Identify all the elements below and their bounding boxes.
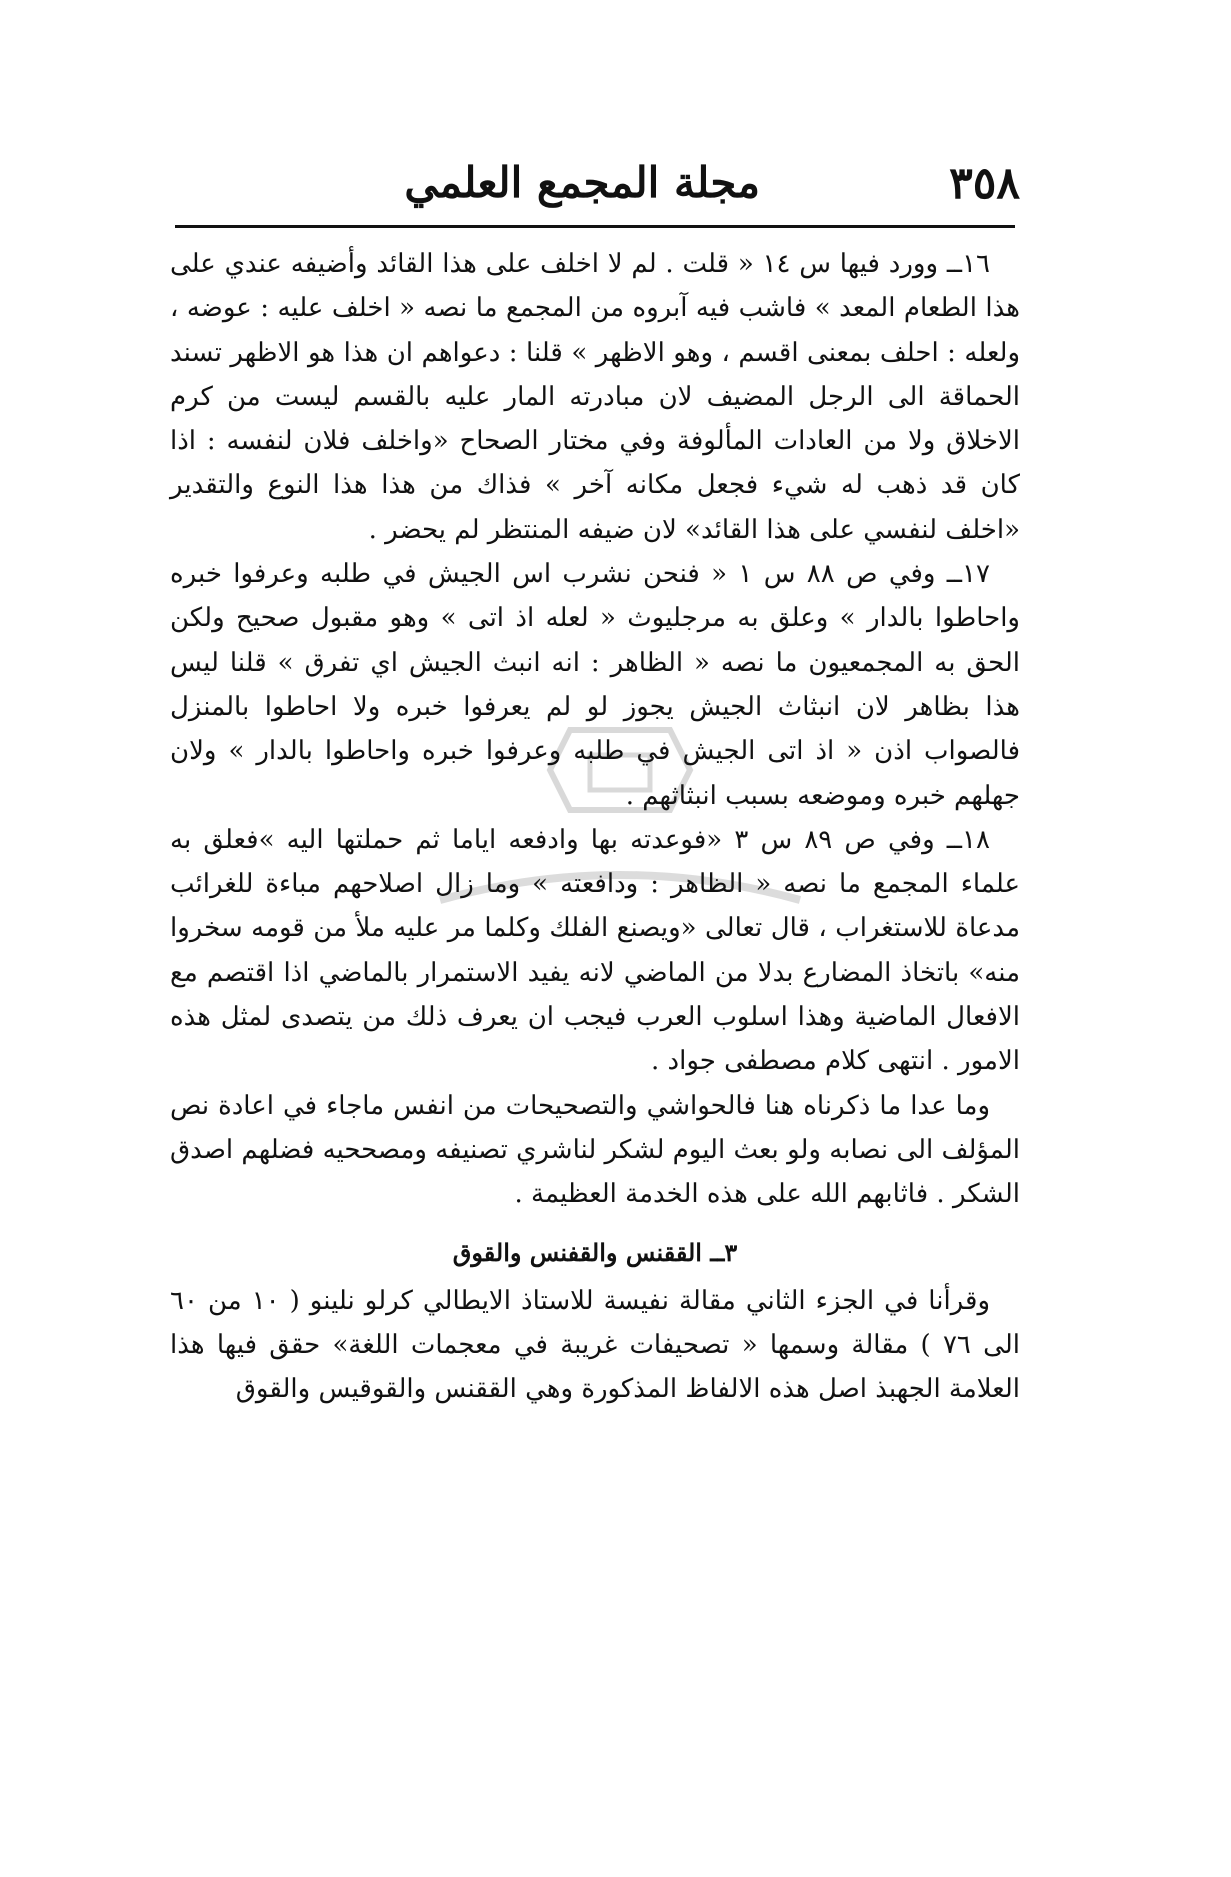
article-body (170, 242, 1020, 1411)
paragraph-17: ١٧ــ وفي ص ٨٨ س ١ « فنحن نشرب اس الجيش في طلبه وعرفوا خبره واحاطوا بالدار » وعلق به مرجليوث « لعله اذ اتى » وهو مقبول صحيح ولكن الحق به المجمعيون ما نصه « الظاهر : انه انبث الجيش اي تفرق » قلنا ليس هذا بظاهر لان انبثاث الجيش يجوز لو لم يعرفوا خبره ولا احاطوا بالمنزل فالصواب اذن « اذ اتى الجيش في طلبه وعرفوا خبره واحاطوا بالدار » ولان جهلهم خبره وموضعه بسبب انبثاثهم . (170, 559, 1020, 811)
paragraph-18: ١٨ــ وفي ص ٨٩ س ٣ «فوعدته بها وادفعه اياما ثم حملتها اليه »فعلق به علماء المجمع ما نصه « الظاهر : ودافعته » وما زال اصلاحهم مباءة للغرائب مدعاة للاستغراب ، قال تعالى «ويصنع الفلك وكلما مر عليه ملأ من قومه سخروا منه» باتخاذ المضارع بدلا من الماضي لانه يفيد الاستمرار بالماضي اذا اقتصم مع الافعال الماضية وهذا اسلوب العرب فيجب ان يعرف ذلك من يتصدى لمثل هذه الامور . انتهى كلام مصطفى جواد . (170, 824, 1020, 1077)
section-3-paragraph: وقرأنا في الجزء الثاني مقالة نفيسة للاستاذ الايطالي كرلو نلينو ( ١٠ من ٦٠ الى ٧٦ ) مقالة وسمها « تصحيفات غريبة في معجمات اللغة» حقق فيها هذا العلامة الجهبذ اصل هذه الالفاظ المذكورة وهي الققنس والقوقيس والقوق (170, 1285, 1020, 1405)
journal-title: مجلة المجمع العلمي (404, 158, 760, 207)
section-heading: ٣ــ الققنس والقفنس والقوق (452, 1237, 738, 1267)
header-rule (175, 225, 1015, 228)
closing-paragraph: وما عدا ما ذكرناه هنا فالحواشي والتصحيحات من انفس ماجاء في اعادة نص المؤلف الى نصابه ولو بعث اليوم لشكر لناشري تصنيفه ومصححيه فضلهم اصدق الشكر . فاثابهم الله على هذه الخدمة العظيمة . (170, 1090, 1020, 1210)
page-header (170, 150, 1020, 220)
page-number: ٣٥٨ (949, 158, 1020, 209)
paragraph-16: ١٦ــ وورد فيها س ١٤ « قلت . لم لا اخلف على هذا القائد وأضيفه عندي على هذا الطعام المعد » فاشب فيه آبروه من المجمع ما نصه « اخلف عليه : عوضه ، ولعله : احلف بمعنى اقسم ، وهو الاظهر » قلنا : دعواهم ان هذا هو الاظهر تسند الحماقة الى الرجل المضيف لان مبادرته المار عليه بالقسم ليست من كرم الاخلاق ولا من العادات المألوفة وفي مختار الصحاح «واخلف فلان لنفسه : اذا كان قد ذهب له شيء فجعل مكانه آخر » فذاك من هذا هذا النوع والتقدير «اخلف لنفسي على هذا القائد» لان ضيفه المنتظر لم يحضر . (170, 249, 1020, 545)
